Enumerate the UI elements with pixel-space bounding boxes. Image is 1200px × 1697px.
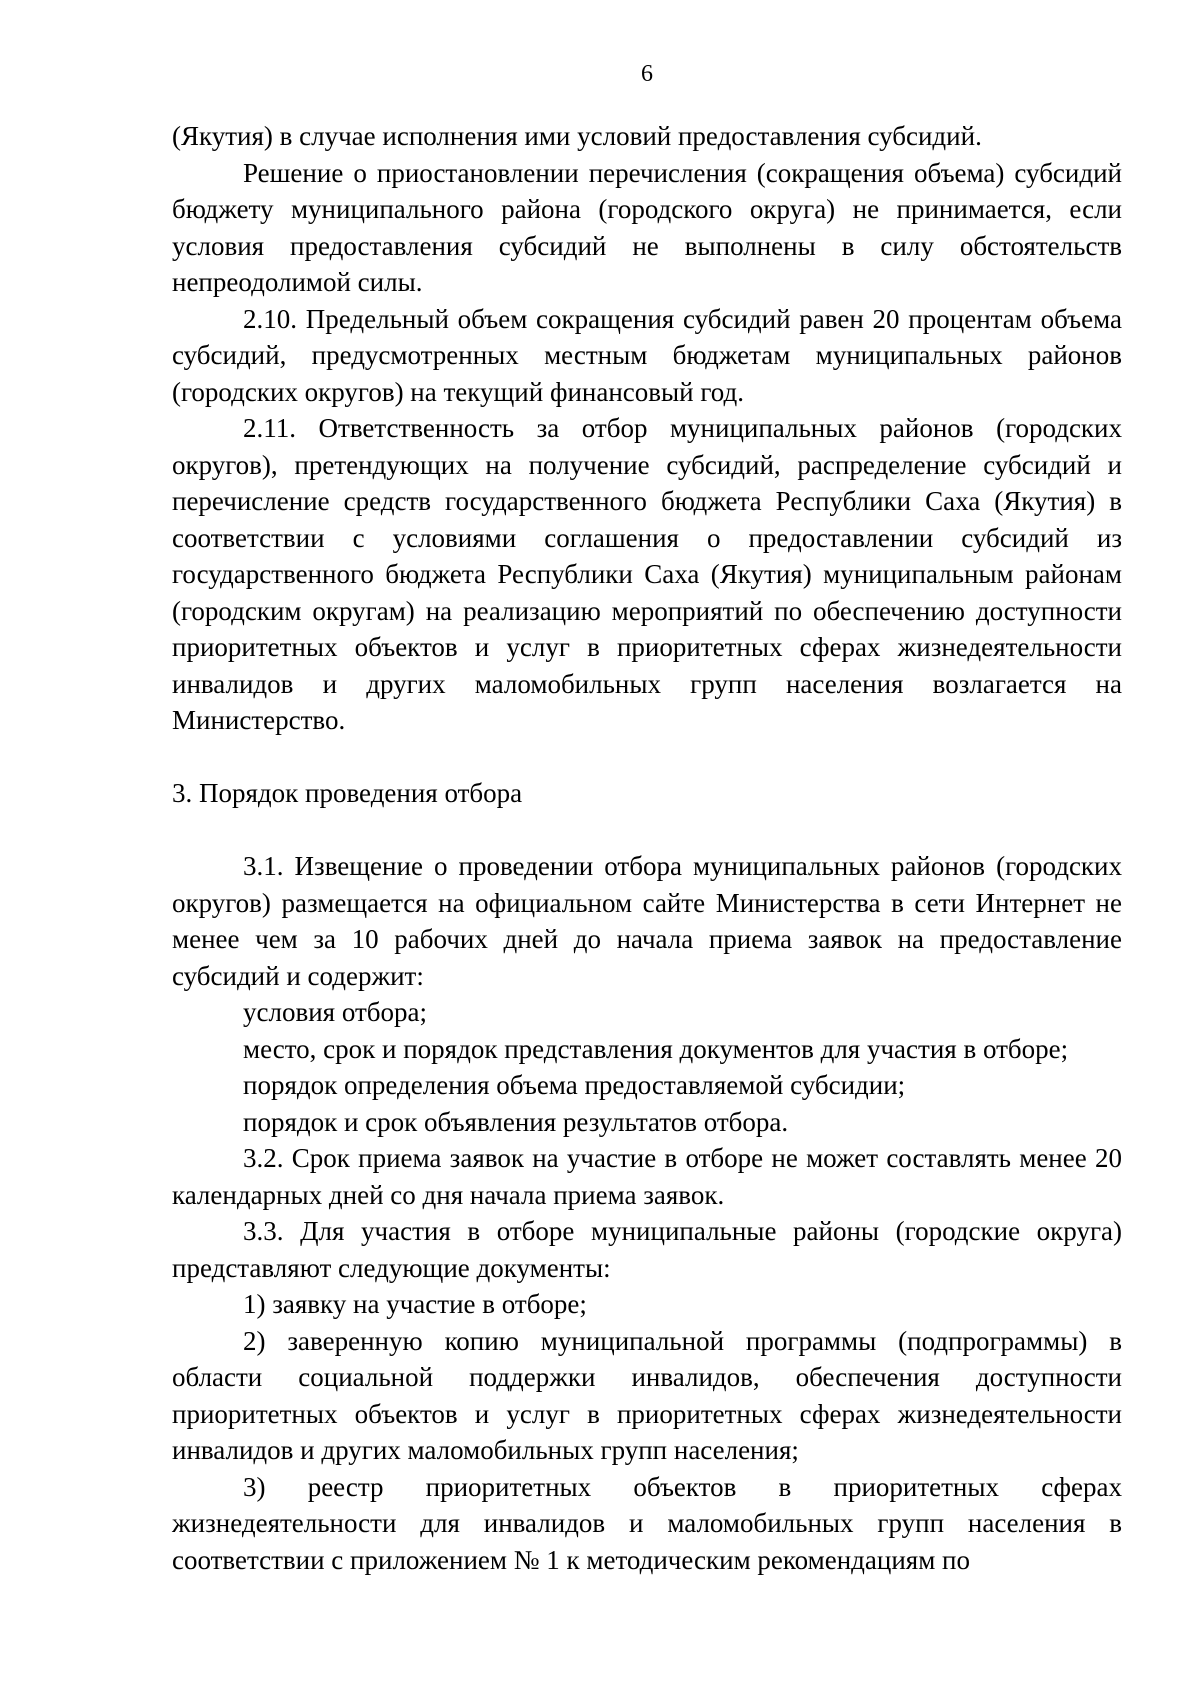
paragraph-2-10: 2.10. Предельный объем сокращения субсидий равен 20 процентам объема субсидий, предусмотренных местным бюджетам муниципальных районов (городских округов) на текущий финансовый год. xyxy=(172,303,1122,407)
paragraph-2-11: 2.11. Ответственность за отбор муниципальных районов (городских округов), претендующих на получение субсидий, распределение субсидий и перечисление средств государственного бюджета Республики Саха (Якутия) в соответствии с условиями соглашения о предоставлении субсидий из государственного бюджета Республики Саха (Якутия) муниципальным районам (городским округам) на реализацию мероприятий по обеспечению доступности приоритетных объектов и услуг в приоритетных сферах жизнедеятельности инвалидов и других маломобильных групп населения возлагается на Министерство. xyxy=(172,413,1122,735)
list-item: порядок и срок объявления результатов отбора. xyxy=(243,1106,789,1137)
paragraph-3-2: 3.2. Срок приема заявок на участие в отборе не может составлять менее 20 календарных дней со дня начала приема заявок. xyxy=(172,1143,1122,1210)
paragraph-3-1: 3.1. Извещение о проведении отбора муниципальных районов (городских округов) размещается на официальном сайте Министерства в сети Интернет не менее чем за 10 рабочих дней до начала приема заявок на предоставление субсидий и содержит: xyxy=(172,851,1122,991)
document-body xyxy=(172,118,1122,1578)
document-page xyxy=(172,0,1122,1697)
list-item: порядок определения объема предоставляемой субсидии; xyxy=(243,1070,906,1100)
section-heading: 3. Порядок проведения отбора xyxy=(172,777,523,808)
list-item: место, срок и порядок представления документов для участия в отборе; xyxy=(243,1033,1069,1064)
list-item: 1) заявку на участие в отборе; xyxy=(243,1289,587,1319)
page-number: 6 xyxy=(641,61,653,87)
list-item: условия отбора; xyxy=(243,997,427,1027)
paragraph-item-3: 3) реестр приоритетных объектов в приоритетных сферах жизнедеятельности для инвалидов и маломобильных групп населения в соответствии с приложением № 1 к методическим рекомендациям по xyxy=(172,1471,1122,1575)
paragraph-3-3: 3.3. Для участия в отборе муниципальные районы (городские округа) представляют следующие документы: xyxy=(172,1216,1122,1283)
paragraph-continuation: (Якутия) в случае исполнения ими условий предоставления субсидий. xyxy=(172,121,982,151)
paragraph-item-2: 2) заверенную копию муниципальной программы (подпрограммы) в области социальной поддержки инвалидов, обеспечения доступности приоритетных объектов и услуг в приоритетных сферах жизнедеятельности инвалидов и других маломобильных групп населения; xyxy=(172,1325,1122,1465)
paragraph-suspension-decision: Решение о приостановлении перечисления (сокращения объема) субсидий бюджету муниципального района (городского округа) не принимается, если условия предоставления субсидий не выполнены в силу обстоятельств непреодолимой силы. xyxy=(172,157,1122,297)
